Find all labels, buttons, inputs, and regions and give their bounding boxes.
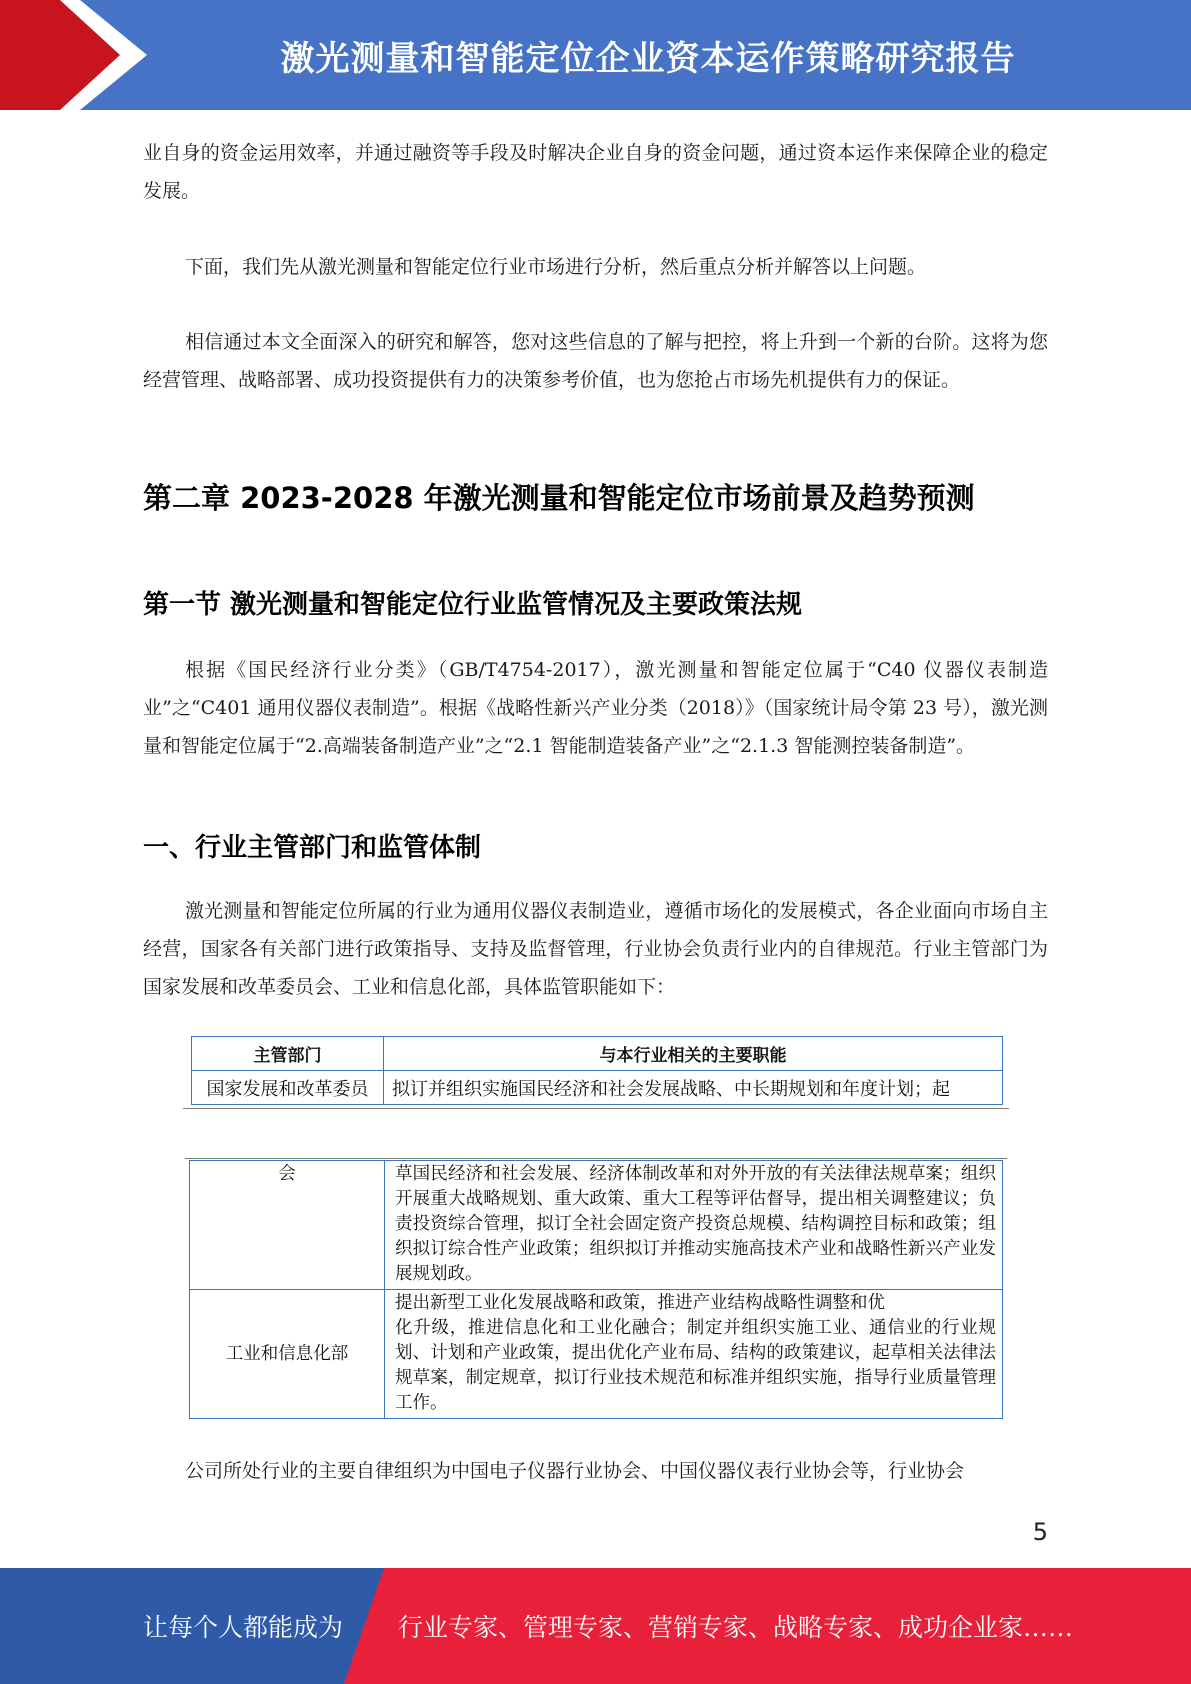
table-cell-duty xyxy=(385,1290,1003,1419)
table-cell-dept: 会 xyxy=(190,1161,385,1290)
intro-paragraph-1: 业自身的资金运用效率，并通过融资等手段及时解决企业自身的资金问题，通过资本运作来保障企业的稳定发展。 xyxy=(143,142,1048,202)
table-cell-duty: 拟订并组织实施国民经济和社会发展战略、中长期规划和年度计划；起 xyxy=(384,1071,1003,1105)
chevron-arrow-icon xyxy=(0,0,160,110)
table-break-line xyxy=(183,1108,1009,1109)
table-cell-duty: 草国民经济和社会发展、经济体制改革和对外开放的有关法律法规草案；组织开展重大战略规划、重大政策、重大工程等评估督导，提出相关调整建议；负责投资综合管理，拟订全社会固定资产投资总规模、结构调控目标和政策；组织拟订综合性产业政策；组织拟订并推动实施高技术产业和战略性新兴产业发展规划政。 xyxy=(385,1161,1003,1290)
regulator-table-part-1 xyxy=(191,1036,1003,1105)
page-header xyxy=(0,0,1191,110)
table-header-row xyxy=(192,1037,1003,1071)
footer-slogan-right: 行业专家、管理专家、营销专家、战略专家、成功企业家…… xyxy=(398,1613,1074,1642)
footer-slogan-left: 让每个人都能成为 xyxy=(143,1613,344,1642)
subsection-heading: 一、行业主管部门和监管体制 xyxy=(143,833,482,863)
table-row xyxy=(190,1290,1003,1419)
section-heading: 第一节 激光测量和智能定位行业监管情况及主要政策法规 xyxy=(143,590,803,620)
table-cell-dept: 国家发展和改革委员 xyxy=(192,1071,384,1105)
intro-paragraph-3: 相信通过本文全面深入的研究和解答，您对这些信息的了解与把控，将上升到一个新的台阶。这将为您经营管理、战略部署、成功投资提供有力的决策参考价值，也为您抢占市场先机提供有力的保证。 xyxy=(143,331,1048,391)
duty-first-line: 提出新型工业化发展战略和政策，推进产业结构战略性调整和优 xyxy=(395,1293,885,1313)
table-header-dept: 主管部门 xyxy=(192,1037,384,1071)
table-row xyxy=(190,1161,1003,1290)
table-break-line xyxy=(185,1158,1007,1159)
closing-paragraph: 公司所处行业的主要自律组织为中国电子仪器行业协会、中国仪器仪表行业协会等，行业协会 xyxy=(185,1460,965,1482)
table-header-duty: 与本行业相关的主要职能 xyxy=(384,1037,1003,1071)
table-cell-dept: 工业和信息化部 xyxy=(190,1290,385,1419)
page-footer xyxy=(0,1568,1191,1684)
regulator-table-part-2 xyxy=(189,1160,1003,1419)
chapter-heading: 第二章 2023-2028 年激光测量和智能定位市场前景及趋势预测 xyxy=(143,481,975,515)
table-row xyxy=(192,1071,1003,1105)
duty-remaining-text: 化升级，推进信息化和工业化融合；制定并组织实施工业、通信业的行业规划、计划和产业政策，提出优化产业布局、结构的政策建议，起草相关法律法规草案，制定规章，拟订行业技术规范和标准并组织实施，指导行业质量管理工作。 xyxy=(395,1318,996,1413)
section-paragraph: 根据《国民经济行业分类》（GB/T4754-2017），激光测量和智能定位属于“C40 仪器仪表制造业”之“C401 通用仪器仪表制造”。根据《战略性新兴产业分类（2018）》（国家统计局令第 23 号），激光测量和智能定位属于“2.高端装备制造产业”之“2.1 智能制造装备产业”之“2.1.3 智能测控装备制造”。 xyxy=(143,659,1048,757)
intro-paragraph-2: 下面，我们先从激光测量和智能定位行业市场进行分析，然后重点分析并解答以上问题。 xyxy=(185,256,927,278)
subsection-paragraph: 激光测量和智能定位所属的行业为通用仪器仪表制造业，遵循市场化的发展模式，各企业面向市场自主经营，国家各有关部门进行政策指导、支持及监督管理，行业协会负责行业内的自律规范。行业主管部门为国家发展和改革委员会、工业和信息化部，具体监管职能如下： xyxy=(143,900,1048,998)
report-title: 激光测量和智能定位企业资本运作策略研究报告 xyxy=(280,38,1016,79)
page-number: 5 xyxy=(1032,1518,1048,1546)
